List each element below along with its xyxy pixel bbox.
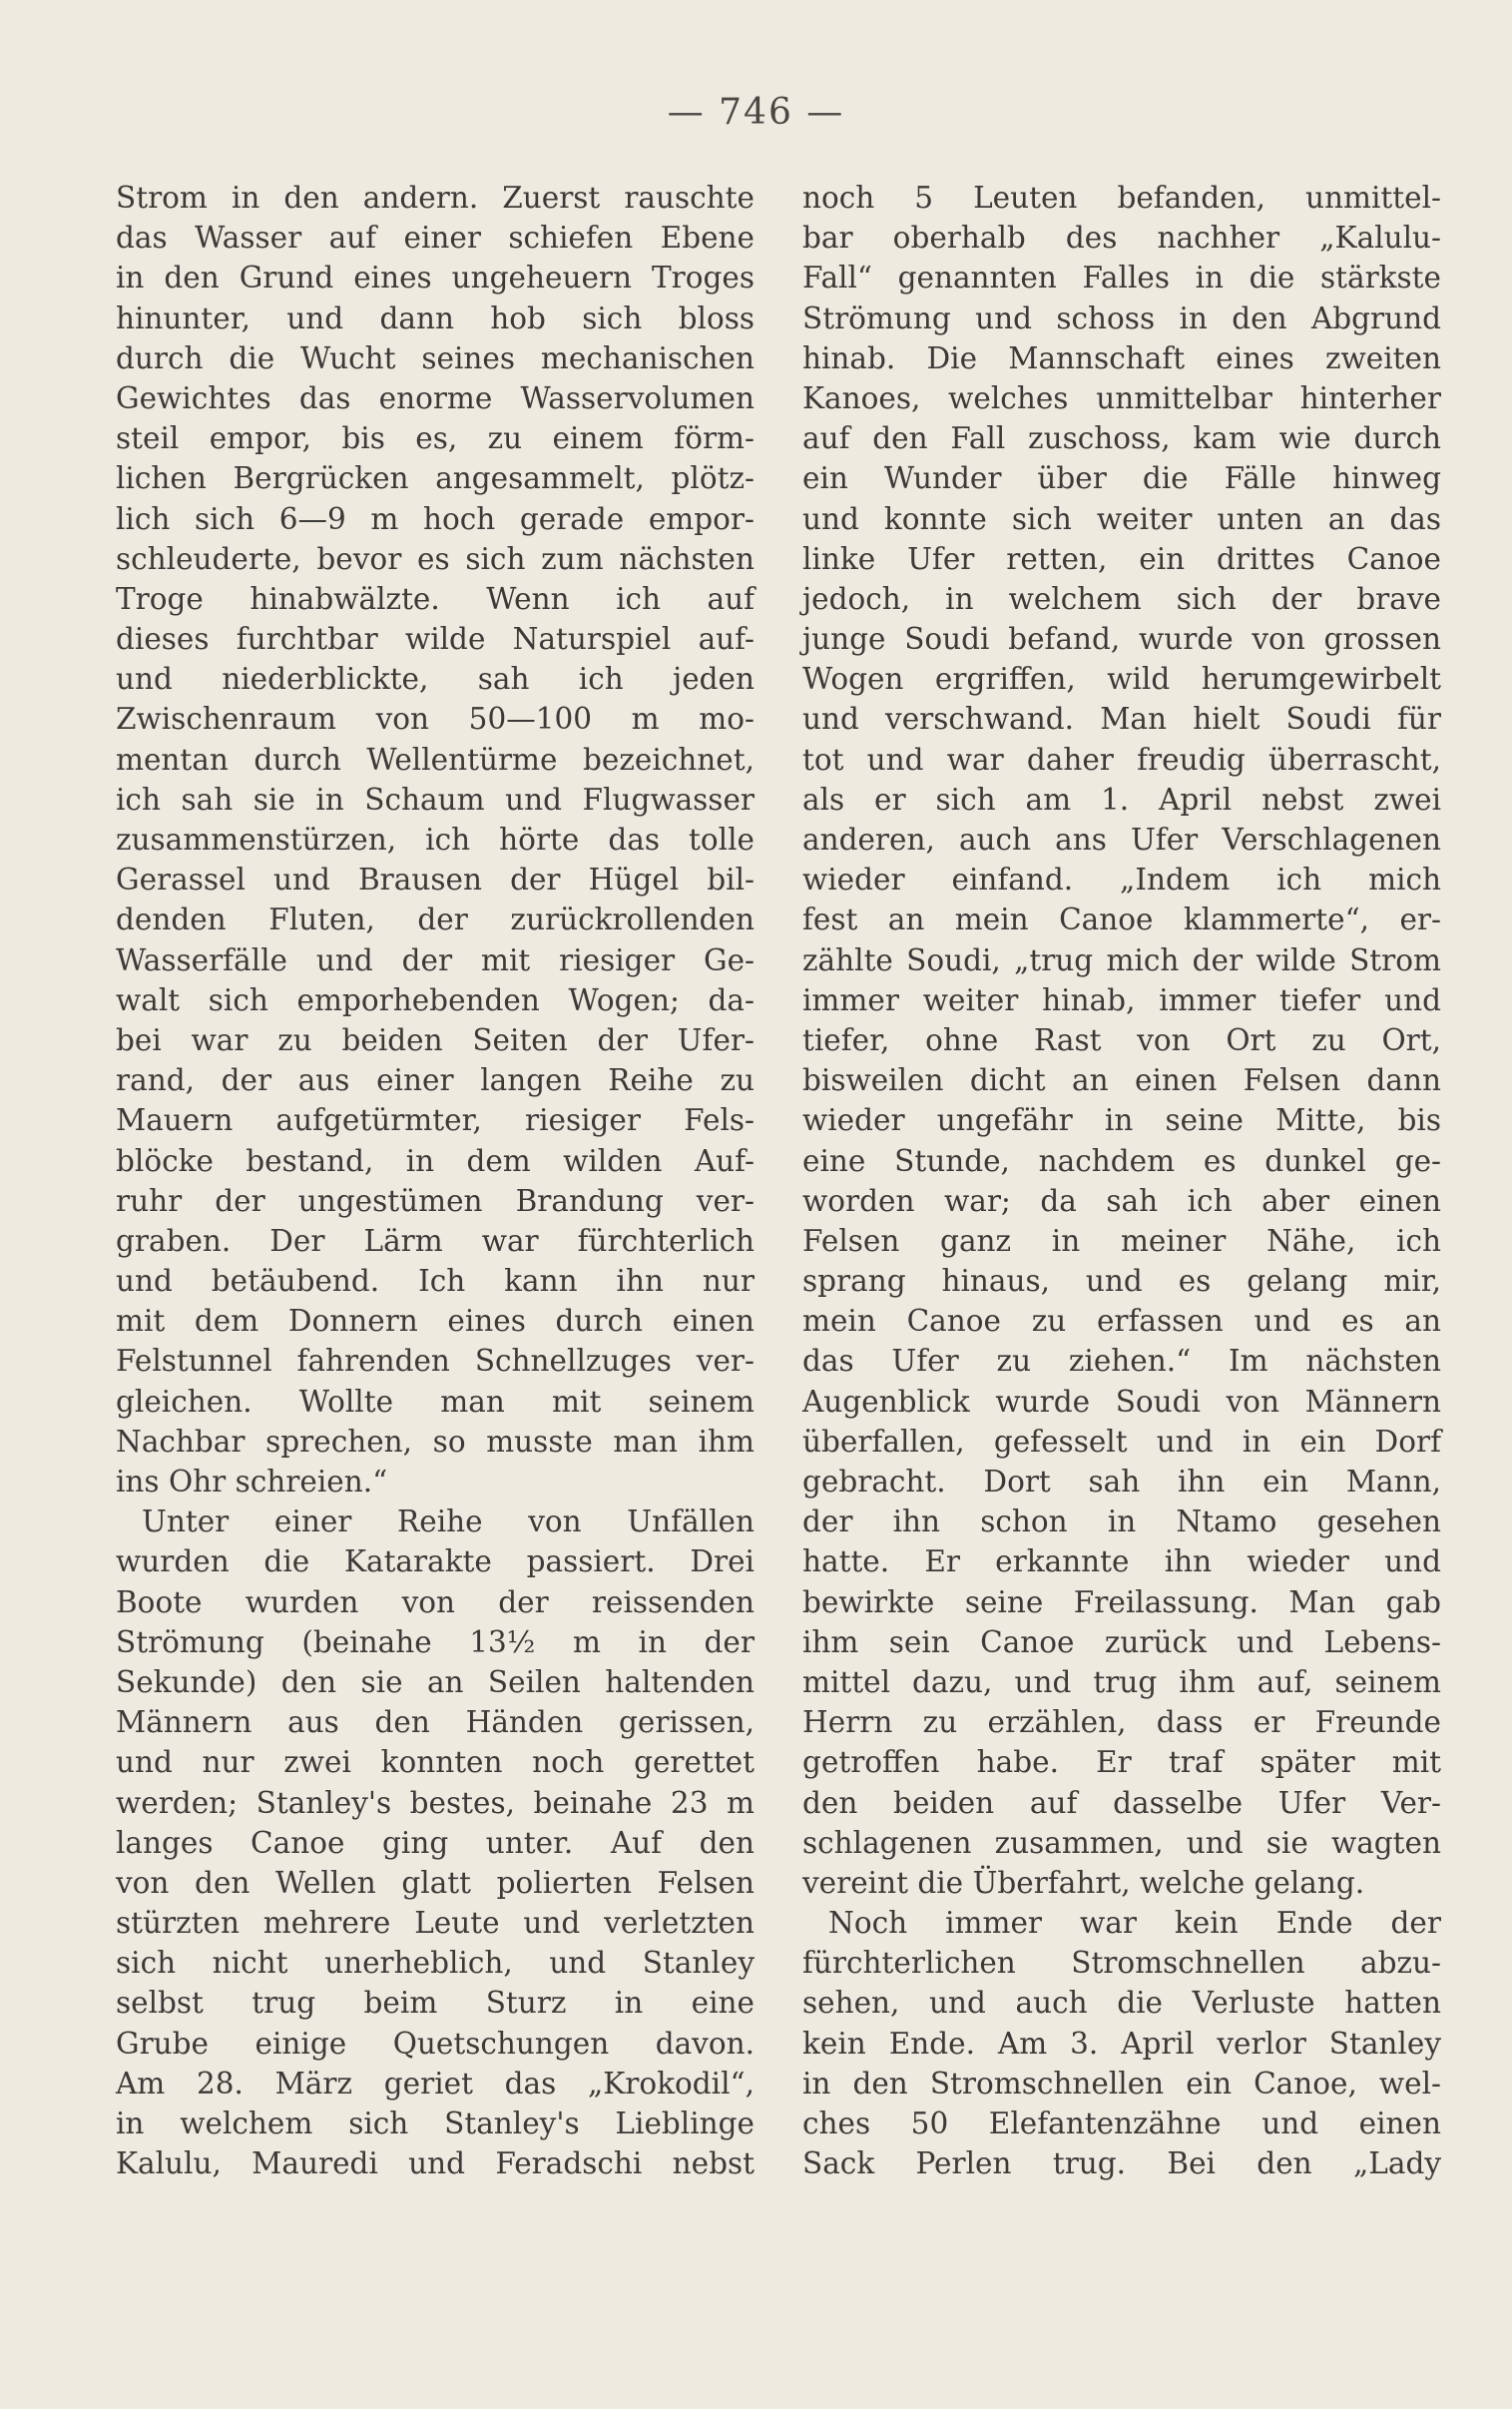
text-line: mit dem Donnern eines durch einen bbox=[116, 1304, 755, 1339]
text-line: getroffen habe. Er traf später mit bbox=[802, 1745, 1441, 1780]
text-line: gebracht. Dort sah ihn ein Mann, bbox=[802, 1465, 1441, 1499]
text-line: dieses furchtbar wilde Naturspiel auf- bbox=[116, 622, 755, 657]
text-line: ches 50 Elefantenzähne und einen bbox=[802, 2107, 1441, 2140]
text-line: noch 5 Leuten befanden, unmittel- bbox=[802, 181, 1441, 215]
text-line: lichen Bergrücken angesammelt, plötz- bbox=[116, 461, 755, 496]
text-line: überfallen, gefesselt und in ein Dorf bbox=[802, 1424, 1441, 1459]
text-line: vereint die Überfahrt, welche gelang. bbox=[802, 1865, 1365, 1900]
text-line: das Wasser auf einer schiefen Ebene bbox=[116, 221, 755, 256]
text-line: durch die Wucht seines mechanischen bbox=[116, 340, 755, 375]
text-line: zusammenstürzen, ich hörte das tolle bbox=[116, 823, 755, 857]
text-line: Mauern aufgetürmter, riesiger Fels- bbox=[116, 1103, 755, 1138]
text-line: linke Ufer retten, ein drittes Canoe bbox=[802, 541, 1441, 576]
text-line: Kalulu, Mauredi und Feradschi nebst bbox=[116, 2146, 755, 2181]
text-line: wieder ungefähr in seine Mitte, bis bbox=[802, 1103, 1441, 1138]
text-line: ins Ohr schreien.“ bbox=[116, 1465, 388, 1499]
text-line: Wasserfälle und der mit riesiger Ge- bbox=[116, 942, 755, 977]
text-line: werden; Stanley's bestes, beinahe 23 m bbox=[116, 1785, 755, 1820]
text-line: Nachbar sprechen, so musste man ihm bbox=[116, 1424, 755, 1459]
text-line: immer weiter hinab, immer tiefer und bbox=[802, 982, 1441, 1017]
text-line: in den Stromschnellen ein Canoe, wel- bbox=[802, 2066, 1441, 2101]
text-line: lich sich 6—9 m hoch gerade empor- bbox=[116, 501, 755, 536]
text-line: als er sich am 1. April nebst zwei bbox=[802, 782, 1441, 817]
text-line: mentan durch Wellentürme bezeichnet, bbox=[116, 742, 755, 777]
text-line: eine Stunde, nachdem es dunkel ge- bbox=[802, 1143, 1441, 1178]
text-line: den beiden auf dasselbe Ufer Ver- bbox=[802, 1785, 1441, 1820]
text-line: Strömung (beinahe 13½ m in der bbox=[116, 1624, 755, 1659]
text-line: rand, der aus einer langen Reihe zu bbox=[116, 1063, 755, 1098]
text-line: und verschwand. Man hielt Soudi für bbox=[802, 702, 1441, 737]
text-line: mein Canoe zu erfassen und es an bbox=[802, 1304, 1441, 1339]
text-line: auf den Fall zuschoss, kam wie durch bbox=[802, 421, 1441, 456]
text-line: Noch immer war kein Ende der bbox=[828, 1906, 1441, 1941]
text-line: junge Soudi befand, wurde von grossen bbox=[802, 622, 1441, 657]
text-line: Grube einige Quetschungen davon. bbox=[116, 2026, 755, 2061]
text-line: sprang hinaus, und es gelang mir, bbox=[802, 1264, 1441, 1299]
page-number: — 746 — bbox=[667, 92, 845, 133]
text-line: ich sah sie in Schaum und Flugwasser bbox=[116, 782, 755, 817]
text-line: stürzten mehrere Leute und verletzten bbox=[116, 1906, 755, 1941]
text-line: gleichen. Wollte man mit seinem bbox=[116, 1384, 755, 1419]
text-line: und niederblickte, sah ich jeden bbox=[116, 662, 755, 697]
text-line: in den Grund eines ungeheuern Troges bbox=[116, 261, 755, 296]
text-line: hinunter, und dann hob sich bloss bbox=[116, 301, 755, 335]
text-line: schlagenen zusammen, und sie wagten bbox=[802, 1825, 1441, 1860]
text-line: Wogen ergriffen, wild herumgewirbelt bbox=[802, 662, 1441, 697]
text-line: Am 28. März geriet das „Krokodil“, bbox=[116, 2066, 755, 2101]
text-line: in welchem sich Stanley's Lieblinge bbox=[116, 2107, 755, 2140]
text-line: wurden die Katarakte passiert. Drei bbox=[116, 1544, 755, 1579]
text-line: graben. Der Lärm war fürchterlich bbox=[116, 1223, 755, 1258]
text-line: fürchterlichen Stromschnellen abzu- bbox=[802, 1946, 1441, 1981]
text-line: Strömung und schoss in den Abgrund bbox=[802, 301, 1441, 335]
text-line: und konnte sich weiter unten an das bbox=[802, 501, 1441, 536]
text-line: sich nicht unerheblich, und Stanley bbox=[116, 1946, 755, 1981]
text-line: Strom in den andern. Zuerst rauschte bbox=[116, 181, 755, 215]
text-line: zählte Soudi, „trug mich der wilde Strom bbox=[802, 942, 1441, 977]
text-line: walt sich emporhebenden Wogen; da- bbox=[116, 982, 755, 1017]
text-line: blöcke bestand, in dem wilden Auf- bbox=[116, 1143, 755, 1178]
text-line: und nur zwei konnten noch gerettet bbox=[116, 1745, 755, 1780]
text-line: bisweilen dicht an einen Felsen dann bbox=[802, 1063, 1441, 1098]
text-line: schleuderte, bevor es sich zum nächsten bbox=[116, 541, 755, 576]
text-line: tot und war daher freudig überrascht, bbox=[802, 742, 1441, 777]
text-column-right bbox=[802, 178, 1441, 2183]
text-line: fest an mein Canoe klammerte“, er- bbox=[802, 903, 1441, 937]
text-line: langes Canoe ging unter. Auf den bbox=[116, 1825, 755, 1860]
text-line: Felsen ganz in meiner Nähe, ich bbox=[802, 1223, 1441, 1258]
text-line: bewirkte seine Freilassung. Man gab bbox=[802, 1584, 1441, 1619]
text-line: Männern aus den Händen gerissen, bbox=[116, 1705, 755, 1740]
text-line: der ihn schon in Ntamo gesehen bbox=[802, 1505, 1441, 1539]
text-line: Sack Perlen trug. Bei den „Lady bbox=[802, 2146, 1441, 2181]
text-line: Boote wurden von der reissenden bbox=[116, 1584, 755, 1619]
text-line: und betäubend. Ich kann ihn nur bbox=[116, 1264, 755, 1299]
text-line: von den Wellen glatt polierten Felsen bbox=[116, 1865, 755, 1900]
text-line: Kanoes, welches unmittelbar hinterher bbox=[802, 380, 1441, 415]
text-line: wieder einfand. „Indem ich mich bbox=[802, 863, 1441, 898]
text-line: Troge hinabwälzte. Wenn ich auf bbox=[116, 581, 755, 616]
text-line: sehen, und auch die Verluste hatten bbox=[802, 1986, 1441, 2021]
text-line: kein Ende. Am 3. April verlor Stanley bbox=[802, 2026, 1441, 2061]
text-line: Unter einer Reihe von Unfällen bbox=[142, 1505, 755, 1539]
text-line: denden Fluten, der zurückrollenden bbox=[116, 903, 755, 937]
text-line: Zwischenraum von 50—100 m mo- bbox=[116, 702, 755, 737]
text-line: Fall“ genannten Falles in die stärkste bbox=[802, 261, 1441, 296]
text-line: bei war zu beiden Seiten der Ufer- bbox=[116, 1022, 755, 1057]
text-line: hinab. Die Mannschaft eines zweiten bbox=[802, 340, 1441, 375]
text-line: Sekunde) den sie an Seilen haltenden bbox=[116, 1664, 755, 1699]
text-line: hatte. Er erkannte ihn wieder und bbox=[802, 1544, 1441, 1579]
text-line: selbst trug beim Sturz in eine bbox=[116, 1986, 755, 2021]
text-line: jedoch, in welchem sich der brave bbox=[802, 581, 1441, 616]
text-line: mittel dazu, und trug ihm auf, seinem bbox=[802, 1664, 1441, 1699]
text-line: bar oberhalb des nachher „Kalulu- bbox=[802, 221, 1441, 256]
text-line: Felstunnel fahrenden Schnellzuges ver- bbox=[116, 1344, 755, 1379]
text-line: Gerassel und Brausen der Hügel bil- bbox=[116, 863, 755, 898]
text-line: steil empor, bis es, zu einem förm- bbox=[116, 421, 755, 456]
text-line: ruhr der ungestümen Brandung ver- bbox=[116, 1183, 755, 1218]
text-line: ein Wunder über die Fälle hinweg bbox=[802, 461, 1441, 496]
text-line: ihm sein Canoe zurück und Lebens- bbox=[802, 1624, 1441, 1659]
text-line: anderen, auch ans Ufer Verschlagenen bbox=[802, 823, 1441, 857]
text-line: Gewichtes das enorme Wasservolumen bbox=[116, 380, 755, 415]
text-line: tiefer, ohne Rast von Ort zu Ort, bbox=[802, 1022, 1441, 1057]
text-column-left bbox=[116, 178, 755, 2183]
text-line: worden war; da sah ich aber einen bbox=[802, 1183, 1441, 1218]
text-line: Augenblick wurde Soudi von Männern bbox=[802, 1384, 1441, 1419]
text-line: Herrn zu erzählen, dass er Freunde bbox=[802, 1705, 1441, 1740]
text-line: das Ufer zu ziehen.“ Im nächsten bbox=[802, 1344, 1441, 1379]
